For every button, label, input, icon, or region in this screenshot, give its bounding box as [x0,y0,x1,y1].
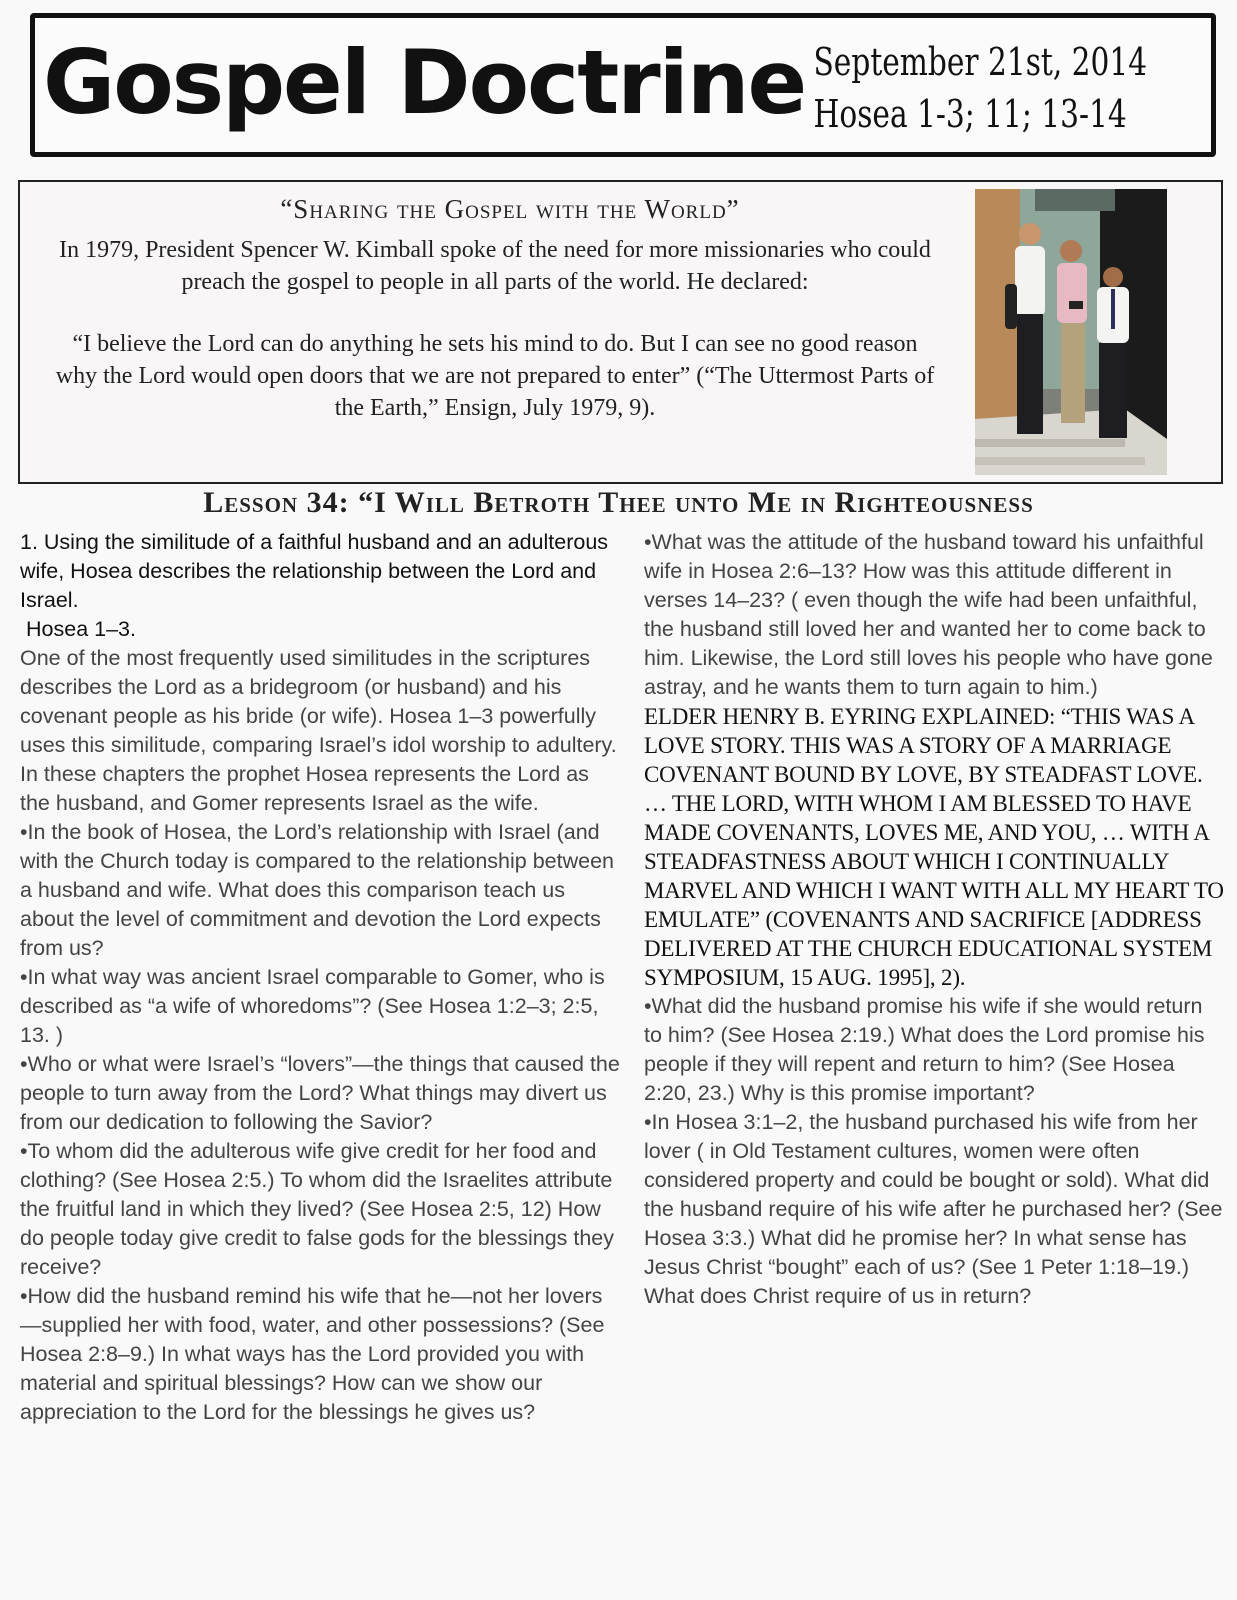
reading-reference: Hosea 1-3; 11; 13-14 [813,92,1127,136]
intro-box [18,180,1223,484]
intro-heading: “Sharing the Gospel with the World” [280,194,740,224]
discussion-question: •What was the attitude of the husband toward his unfaithful wife in Hosea 2:6–13? How was this attitude different in verses 14–23? ( even though the wife had been unfaithful, the husband still loved her and wanted her to come back to him. Likewise, the Lord still loves his people who have gone astray, and he wants them to turn again to him.) [644,530,1213,699]
missionaries-photo [975,189,1167,475]
header-box [30,13,1216,157]
lesson-date: September 21st, 2014 [813,40,1148,84]
discussion-question: •To whom did the adulterous wife give credit for her food and clothing? (See Hosea 2:5.) To whom did the Israelites attribute the fruitful land in which they lived? (See Hosea 2:5, 12) How do people today give credit to false gods for the blessings they receive? [20,1139,615,1279]
page-title: Gospel Doctrine [43,31,806,134]
right-column [644,528,1224,1311]
discussion-question: •Who or what were Israel’s “lovers”—the things that caused the people to turn away from the Lord? What things may divert us from our dedication to following the Savior? [20,1052,620,1134]
discussion-question: •In what way was ancient Israel comparable to Gomer, who is described as “a wife of whoredoms”? (See Hosea 1:2–3; 2:5, 13. ) [20,965,605,1047]
left-column [20,528,620,1427]
discussion-question: •In Hosea 3:1–2, the husband purchased his wife from her lover ( in Old Testament cultures, women were often considered property and could be bought or sold). What did the husband require of his wife after he purchased her? (See Hosea 3:3.) What did he promise her? In what sense has Jesus Christ “bought” each of us? (See 1 Peter 1:18–19.) What does Christ require of us in return? [644,1110,1223,1308]
intro-text [55,234,935,454]
discussion-question: •In the book of Hosea, the Lord’s relationship with Israel (and with the Church today is compared to the relationship between a husband and wife. What does this comparison teach us about the level of commitment and devotion the Lord expects from us? [20,820,614,960]
date-block [813,36,1148,140]
section-reference: Hosea 1–3. [26,617,136,641]
section-heading: 1. Using the similitude of a faithful husband and an adulterous wife, Hosea describes the relationship between the Lord and Israel. [20,530,609,612]
intro-quote: “I believe the Lord can do anything he sets his mind to do. But I can see no good reason why the Lord would open doors that we are not prepared to enter” (“The Uttermost Parts of the Earth,” Ensign, July 1979, 9). [55,331,935,421]
discussion-question: •How did the husband remind his wife that he—not her lovers—supplied her with food, water, and other possessions? (See Hosea 2:8–9.) In what ways has the Lord provided you with material and spiritual blessings? How can we show our appreciation to the Lord for the blessings he gives us? [20,1284,605,1424]
eyring-quote: ELDER HENRY B. EYRING EXPLAINED: “THIS WAS A LOVE STORY. THIS WAS A STORY OF A MARRIAGE COVENANT BOUND BY LOVE, BY STEADFAST LOVE. … THE LORD, WITH WHOM I AM BLESSED TO HAVE MADE COVENANTS, LOVES ME, AND YOU, … WITH A STEADFASTNESS ABOUT WHICH I CONTINUALLY MARVEL AND WHICH I WANT WITH ALL MY HEART TO EMULATE” (COVENANTS AND SACRIFICE [ADDRESS DELIVERED AT THE CHURCH EDUCATIONAL SYSTEM SYMPOSIUM, 15 AUG. 1995], 2). [644,704,1224,990]
lesson-title: Lesson 34: “I Will Betroth Thee unto Me in Righteousness [203,486,1034,519]
intro-paragraph: In 1979, President Spencer W. Kimball spoke of the need for more missionaries who could preach the gospel to people in all parts of the world. He declared: [59,237,931,295]
body-paragraph: One of the most frequently used similitudes in the scriptures describes the Lord as a bridegroom (or husband) and his covenant people as his bride (or wife). Hosea 1–3 powerfully uses this similitude, comparing Israel’s idol worship to adultery. In these chapters the prophet Hosea represents the Lord as the husband, and Gomer represents Israel as the wife. [20,646,617,815]
discussion-question: •What did the husband promise his wife if she would return to him? (See Hosea 2:19.) What does the Lord promise his people if they will repent and return to him? (See Hosea 2:20, 23.) Why is this promise important? [644,994,1205,1105]
